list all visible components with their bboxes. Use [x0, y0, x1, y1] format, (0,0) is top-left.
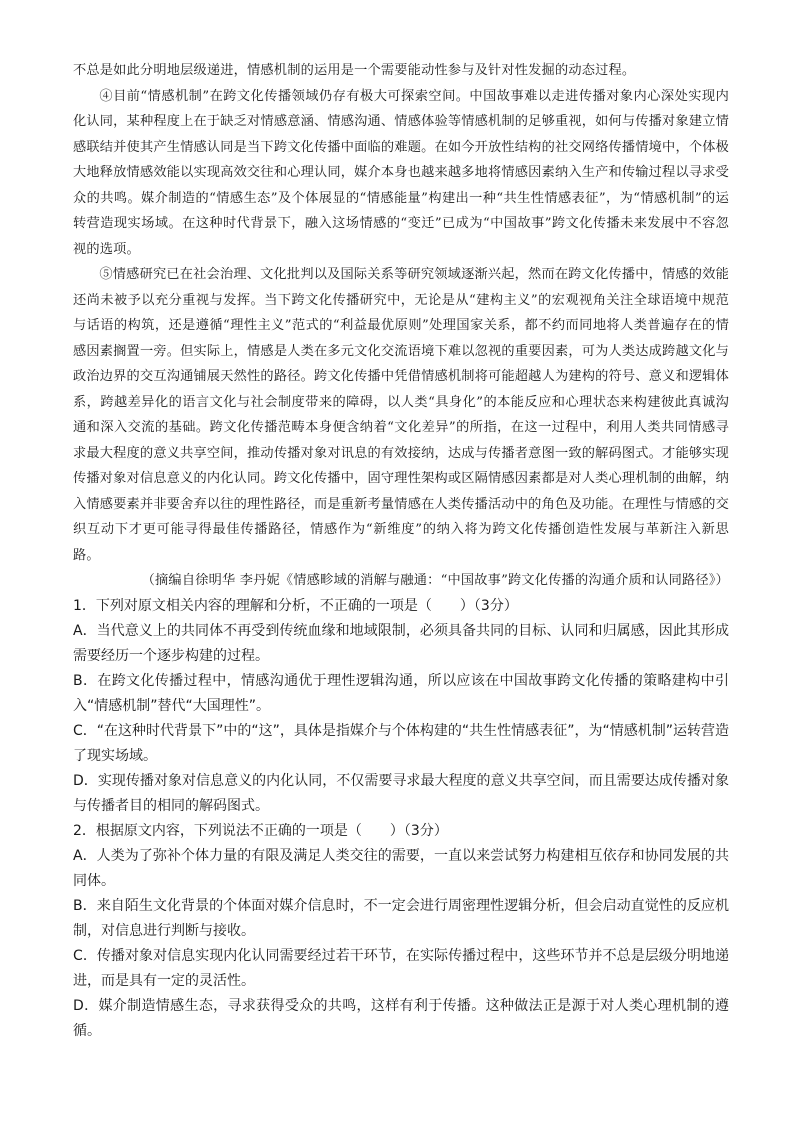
- paragraph-5: ⑤情感研究已在社会治理、文化批判以及国际关系等研究领域逐渐兴起，然而在跨文化传播中，情感的效能还尚未被予以充分重视与发挥。当下跨文化传播研究中，无论是从“建构主义”的宏观视角关注全球语境中规范与话语的构筑，还是遵循“理性主义”范式的“利益最优原则”处理国家关系，都不约而同地将人类普遍存在的情感因素搁置一旁。但实际上，情感是人类在多元文化交流语境下难以忽视的重要因素，可为人类达成跨越文化与政治边界的交互沟通铺展天然性的路径。跨文化传播中凭借情感机制将可能超越人为建构的符号、意义和逻辑体系，跨越差异化的语言文化与社会制度带来的障碍，以人类“具身化”的本能反应和心理状态来构建彼此真诚沟通和深入交流的基础。跨文化传播范畴本身便含纳着“文化差异”的所指，在这一过程中，利用人类共同情感寻求最大程度的意义共享空间，推动传播对象对讯息的有效接纳，达成与传播者意图一致的解码图式。才能够实现传播对象对信息意义的内化认同。跨文化传播中，固守理性架构或区隔情感因素都是对人类心理机制的曲解，纳入情感要素并非要舍弃以往的理性路径，而是重新考量情感在人类传播活动中的角色及功能。在理性与情感的交织互动下才更可能寻得最佳传播路径，情感作为“新维度”的纳入将为跨文化传播创造性发展与革新注入新思路。: [73, 267, 729, 563]
- option-a: A．当代意义上的共同体不再受到传统血缘和地域限制，必须具备共同的目标、认同和归属感，因此其形成需要经历一个逐步构建的过程。: [73, 622, 729, 664]
- option-c: C．“在这种时代背景下”中的“这”，具体是指媒介与个体构建的“共生性情感表征”，为“情感机制”运转营造了现实场域。: [73, 722, 729, 764]
- question-1: [73, 594, 729, 819]
- paragraph-3-tail: 不总是如此分明地层级递进，情感机制的运用是一个需要能动性参与及针对性发掘的动态过程。: [73, 63, 636, 78]
- document-page: [73, 58, 729, 1044]
- option-d: D．媒介制造情感生态，寻求获得受众的共鸣，这样有利于传播。这种做法正是源于对人类心理机制的遵循。: [73, 997, 729, 1039]
- option-a: A．人类为了弥补个体力量的有限及满足人类交往的需要，一直以来尝试努力构建相互依存和协同发展的共同体。: [73, 847, 729, 889]
- passage: [73, 58, 729, 594]
- option-b: B．来自陌生文化背景的个体面对媒介信息时，不一定会进行周密理性逻辑分析，但会启动直觉性的反应机制，对信息进行判断与接收。: [73, 897, 729, 939]
- question-stem: 1．下列对原文相关内容的理解和分析，不正确的一项是（ ）（3分）: [73, 597, 518, 614]
- option-d: D．实现传播对象对信息意义的内化认同，不仅需要寻求最大程度的意义共享空间，而且需要达成传播对象与传播者目的相同的解码图式。: [73, 772, 729, 814]
- question-stem: 2．根据原文内容，下列说法不正确的一项是（ ）（3分）: [73, 822, 448, 839]
- source-citation: （摘编自徐明华 李丹妮《情感畛域的消解与融通：“中国故事”跨文化传播的沟通介质和认同路径》）: [141, 573, 729, 588]
- paragraph-4: ④目前“情感机制”在跨文化传播领域仍存有极大可探索空间。中国故事难以走进传播对象内心深处实现内化认同，某种程度上在于缺乏对情感意涵、情感沟通、情感体验等情感机制的足够重视，如何与传播对象建立情感联结并使其产生情感认同是当下跨文化传播中面临的难题。在如今开放性结构的社交网络传播情境中，个体极大地释放情感效能以实现高效交往和心理认同，媒介本身也越来越多地将情感因素纳入生产和传输过程以寻求受众的共鸣。媒介制造的“情感生态”及个体展显的“情感能量”构建出一种“共生性情感表征”，为“情感机制”的运转营造现实场域。在这种时代背景下，融入这场情感的“变迁”已成为“中国故事”跨文化传播未来发展中不容忽视的选项。: [73, 88, 729, 257]
- option-c: C．传播对象对信息实现内化认同需要经过若干环节，在实际传播过程中，这些环节并不总是层级分明地递进，而是具有一定的灵活性。: [73, 947, 729, 989]
- question-2: [73, 819, 729, 1044]
- option-b: B．在跨文化传播过程中，情感沟通优于理性逻辑沟通，所以应该在中国故事跨文化传播的策略建构中引入“情感机制”替代“大国理性”。: [73, 672, 729, 714]
